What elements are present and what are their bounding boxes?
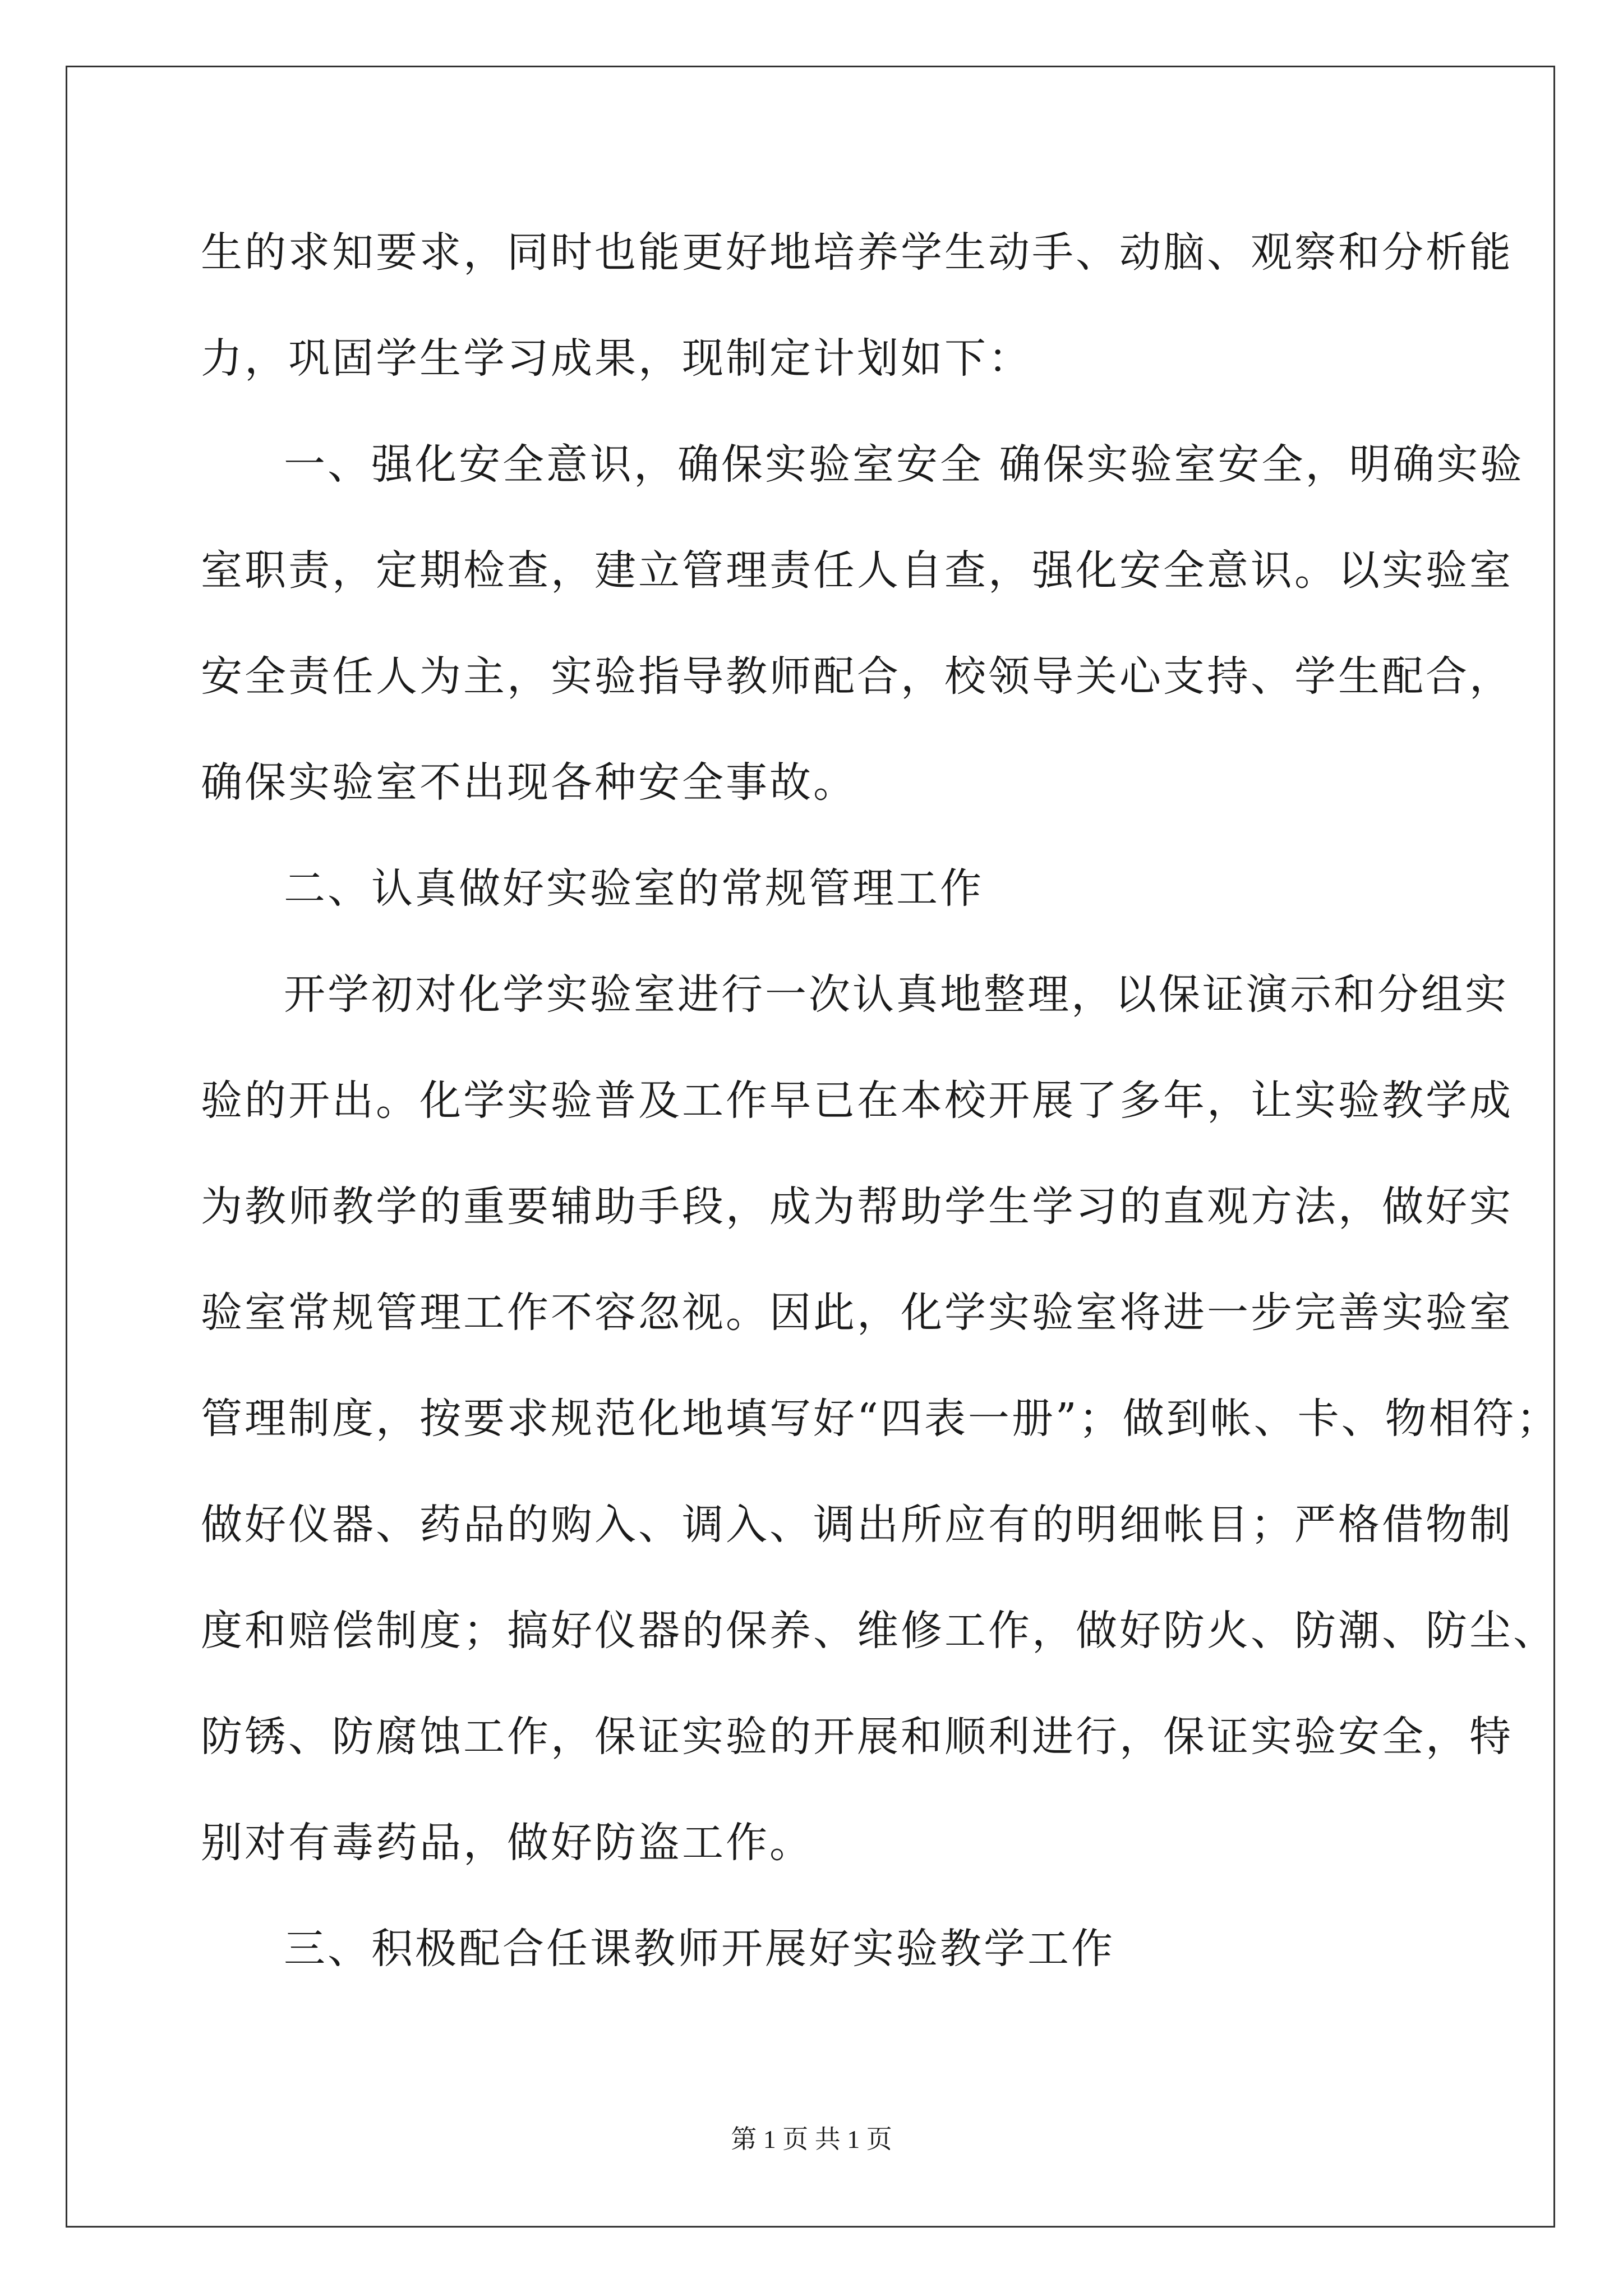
section-heading-1: 一、强化安全意识，确保实验室安全 确保实验室安全，明确实验: [284, 440, 1524, 489]
paragraph-line: 生的求知要求，同时也能更好地培养学生动手、动脑、观察和分析能: [201, 228, 1513, 277]
page-number-footer: 第 1 页 共 1 页: [731, 2125, 892, 2154]
paragraph-line: 验的开出。化学实验普及工作早已在本校开展了多年，让实验教学成: [201, 1076, 1513, 1125]
paragraph-line: 别对有毒药品，做好防盗工作。: [201, 1819, 813, 1867]
section-heading-2: 二、认真做好实验室的常规管理工作: [284, 864, 984, 913]
paragraph-line: 确保实验室不出现各种安全事故。: [201, 758, 857, 807]
paragraph-line: 为教师教学的重要辅助手段，成为帮助学生学习的直观方法，做好实: [201, 1182, 1513, 1231]
paragraph-line: 验室常规管理工作不容忽视。因此，化学实验室将进一步完善实验室: [201, 1289, 1513, 1337]
paragraph-line: 管理制度，按要求规范化地填写好“四表一册”；做到帐、卡、物相符；: [201, 1395, 1560, 1443]
paragraph-line: 室职责，定期检查，建立管理责任人自查，强化安全意识。以实验室: [201, 546, 1513, 595]
paragraph-line: 做好仪器、药品的购入、调入、调出所应有的明细帐目；严格借物制: [201, 1501, 1513, 1549]
section-heading-3: 三、积极配合任课教师开展好实验教学工作: [284, 1925, 1115, 1973]
paragraph-line: 力，巩固学生学习成果，现制定计划如下：: [201, 334, 1032, 383]
paragraph-line: 防锈、防腐蚀工作，保证实验的开展和顺利进行，保证实验安全，特: [201, 1713, 1513, 1761]
paragraph-line: 度和赔偿制度；搞好仪器的保养、维修工作，做好防火、防潮、防尘、: [201, 1607, 1557, 1655]
paragraph-line: 安全责任人为主，实验指导教师配合，校领导关心支持、学生配合，: [201, 652, 1513, 701]
paragraph-line: 开学初对化学实验室进行一次认真地整理，以保证演示和分组实: [284, 970, 1509, 1019]
